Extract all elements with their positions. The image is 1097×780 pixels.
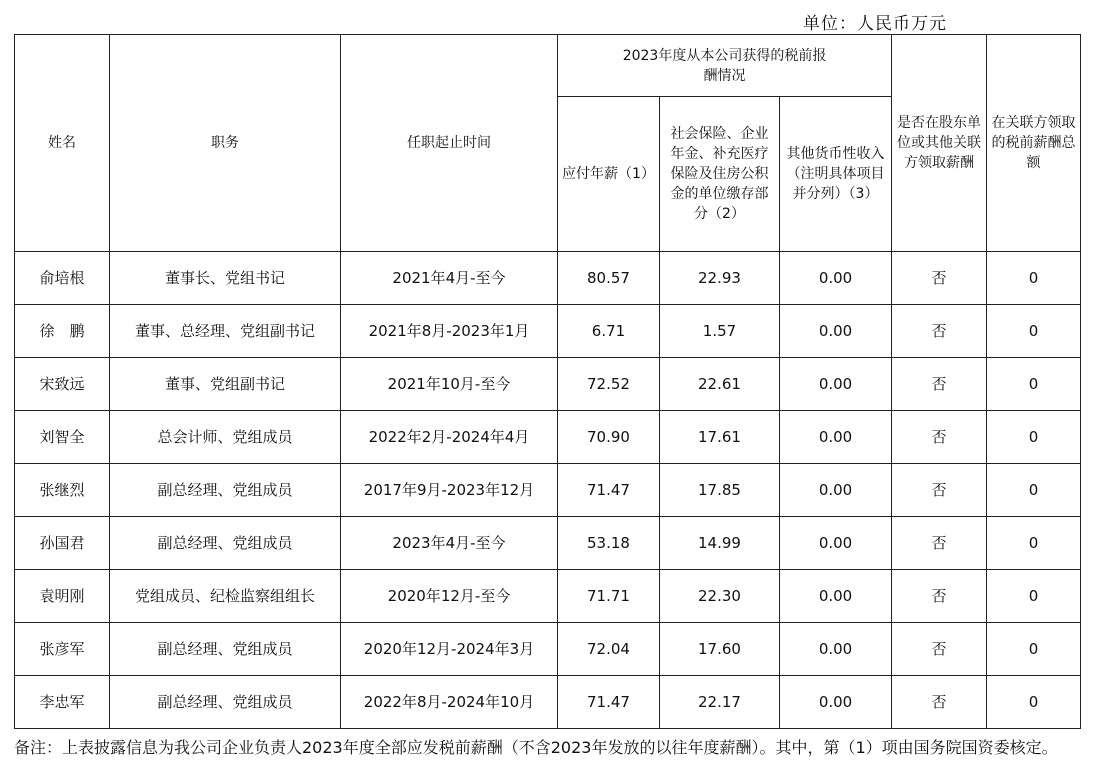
cell-term: 2017年9月-2023年12月 xyxy=(341,464,558,517)
cell-shareholder: 否 xyxy=(892,570,987,623)
cell-related-total: 0 xyxy=(987,517,1081,570)
cell-position: 党组成员、纪检监察组组长 xyxy=(110,570,341,623)
cell-shareholder: 否 xyxy=(892,252,987,305)
cell-term: 2021年4月-至今 xyxy=(341,252,558,305)
cell-term: 2023年4月-至今 xyxy=(341,517,558,570)
cell-insurance: 17.61 xyxy=(660,411,780,464)
cell-related-total: 0 xyxy=(987,570,1081,623)
cell-other: 0.00 xyxy=(780,623,892,676)
table-row xyxy=(15,252,1081,305)
header-group-title: 2023年度从本公司获得的税前报酬情况 xyxy=(558,35,892,97)
cell-other: 0.00 xyxy=(780,358,892,411)
cell-position: 副总经理、党组成员 xyxy=(110,517,341,570)
cell-other: 0.00 xyxy=(780,517,892,570)
cell-other: 0.00 xyxy=(780,464,892,517)
cell-term: 2022年8月-2024年10月 xyxy=(341,676,558,729)
cell-name: 张继烈 xyxy=(15,464,110,517)
cell-position: 董事长、党组书记 xyxy=(110,252,341,305)
cell-term: 2020年12月-2024年3月 xyxy=(341,623,558,676)
cell-name: 孙国君 xyxy=(15,517,110,570)
table-row xyxy=(15,411,1081,464)
cell-name: 宋致远 xyxy=(15,358,110,411)
cell-shareholder: 否 xyxy=(892,358,987,411)
cell-salary: 6.71 xyxy=(558,305,660,358)
cell-insurance: 22.17 xyxy=(660,676,780,729)
cell-position: 董事、总经理、党组副书记 xyxy=(110,305,341,358)
footnote: 备注：上表披露信息为我公司企业负责人2023年度全部应发税前薪酬（不含2023年发放的以往年度薪酬）。其中，第（1）项由国务院国资委核定。 xyxy=(14,738,1058,757)
cell-salary: 53.18 xyxy=(558,517,660,570)
cell-shareholder: 否 xyxy=(892,676,987,729)
header-insurance: 社会保险、企业年金、补充医疗保险及住房公积金的单位缴存部分（2） xyxy=(660,97,780,252)
cell-related-total: 0 xyxy=(987,623,1081,676)
cell-name: 徐 鹏 xyxy=(15,305,110,358)
table-row xyxy=(15,676,1081,729)
cell-insurance: 17.85 xyxy=(660,464,780,517)
header-other: 其他货币性收入（注明具体项目并分列）（3） xyxy=(780,97,892,252)
header-salary: 应付年薪（1） xyxy=(558,97,660,252)
table-row xyxy=(15,358,1081,411)
cell-related-total: 0 xyxy=(987,464,1081,517)
cell-related-total: 0 xyxy=(987,358,1081,411)
cell-insurance: 22.93 xyxy=(660,252,780,305)
cell-salary: 72.04 xyxy=(558,623,660,676)
table-row xyxy=(15,570,1081,623)
header-related-total: 在关联方领取的税前薪酬总额 xyxy=(987,35,1081,252)
cell-term: 2021年10月-至今 xyxy=(341,358,558,411)
cell-insurance: 22.61 xyxy=(660,358,780,411)
cell-shareholder: 否 xyxy=(892,623,987,676)
cell-insurance: 14.99 xyxy=(660,517,780,570)
header-position: 职务 xyxy=(110,35,341,252)
cell-position: 副总经理、党组成员 xyxy=(110,676,341,729)
cell-salary: 71.47 xyxy=(558,464,660,517)
header-shareholder: 是否在股东单位或其他关联方领取薪酬 xyxy=(892,35,987,252)
cell-salary: 71.47 xyxy=(558,676,660,729)
cell-related-total: 0 xyxy=(987,305,1081,358)
cell-name: 张彦军 xyxy=(15,623,110,676)
header-name: 姓名 xyxy=(15,35,110,252)
cell-name: 李忠军 xyxy=(15,676,110,729)
cell-other: 0.00 xyxy=(780,570,892,623)
cell-name: 袁明刚 xyxy=(15,570,110,623)
cell-related-total: 0 xyxy=(987,411,1081,464)
cell-related-total: 0 xyxy=(987,252,1081,305)
cell-other: 0.00 xyxy=(780,305,892,358)
unit-label: 单位：人民币万元 xyxy=(803,14,947,34)
table-row xyxy=(15,623,1081,676)
cell-other: 0.00 xyxy=(780,411,892,464)
cell-shareholder: 否 xyxy=(892,411,987,464)
table-row xyxy=(15,464,1081,517)
cell-insurance: 22.30 xyxy=(660,570,780,623)
compensation-table xyxy=(14,34,1081,729)
table-row xyxy=(15,305,1081,358)
cell-related-total: 0 xyxy=(987,676,1081,729)
cell-position: 总会计师、党组成员 xyxy=(110,411,341,464)
cell-other: 0.00 xyxy=(780,676,892,729)
cell-salary: 71.71 xyxy=(558,570,660,623)
cell-shareholder: 否 xyxy=(892,305,987,358)
header-term: 任职起止时间 xyxy=(341,35,558,252)
cell-position: 董事、党组副书记 xyxy=(110,358,341,411)
cell-term: 2022年2月-2024年4月 xyxy=(341,411,558,464)
cell-other: 0.00 xyxy=(780,252,892,305)
cell-salary: 70.90 xyxy=(558,411,660,464)
cell-shareholder: 否 xyxy=(892,464,987,517)
cell-position: 副总经理、党组成员 xyxy=(110,623,341,676)
cell-insurance: 1.57 xyxy=(660,305,780,358)
cell-salary: 80.57 xyxy=(558,252,660,305)
cell-name: 刘智全 xyxy=(15,411,110,464)
cell-shareholder: 否 xyxy=(892,517,987,570)
cell-insurance: 17.60 xyxy=(660,623,780,676)
cell-term: 2021年8月-2023年1月 xyxy=(341,305,558,358)
cell-name: 俞培根 xyxy=(15,252,110,305)
table-row xyxy=(15,517,1081,570)
cell-term: 2020年12月-至今 xyxy=(341,570,558,623)
cell-position: 副总经理、党组成员 xyxy=(110,464,341,517)
cell-salary: 72.52 xyxy=(558,358,660,411)
